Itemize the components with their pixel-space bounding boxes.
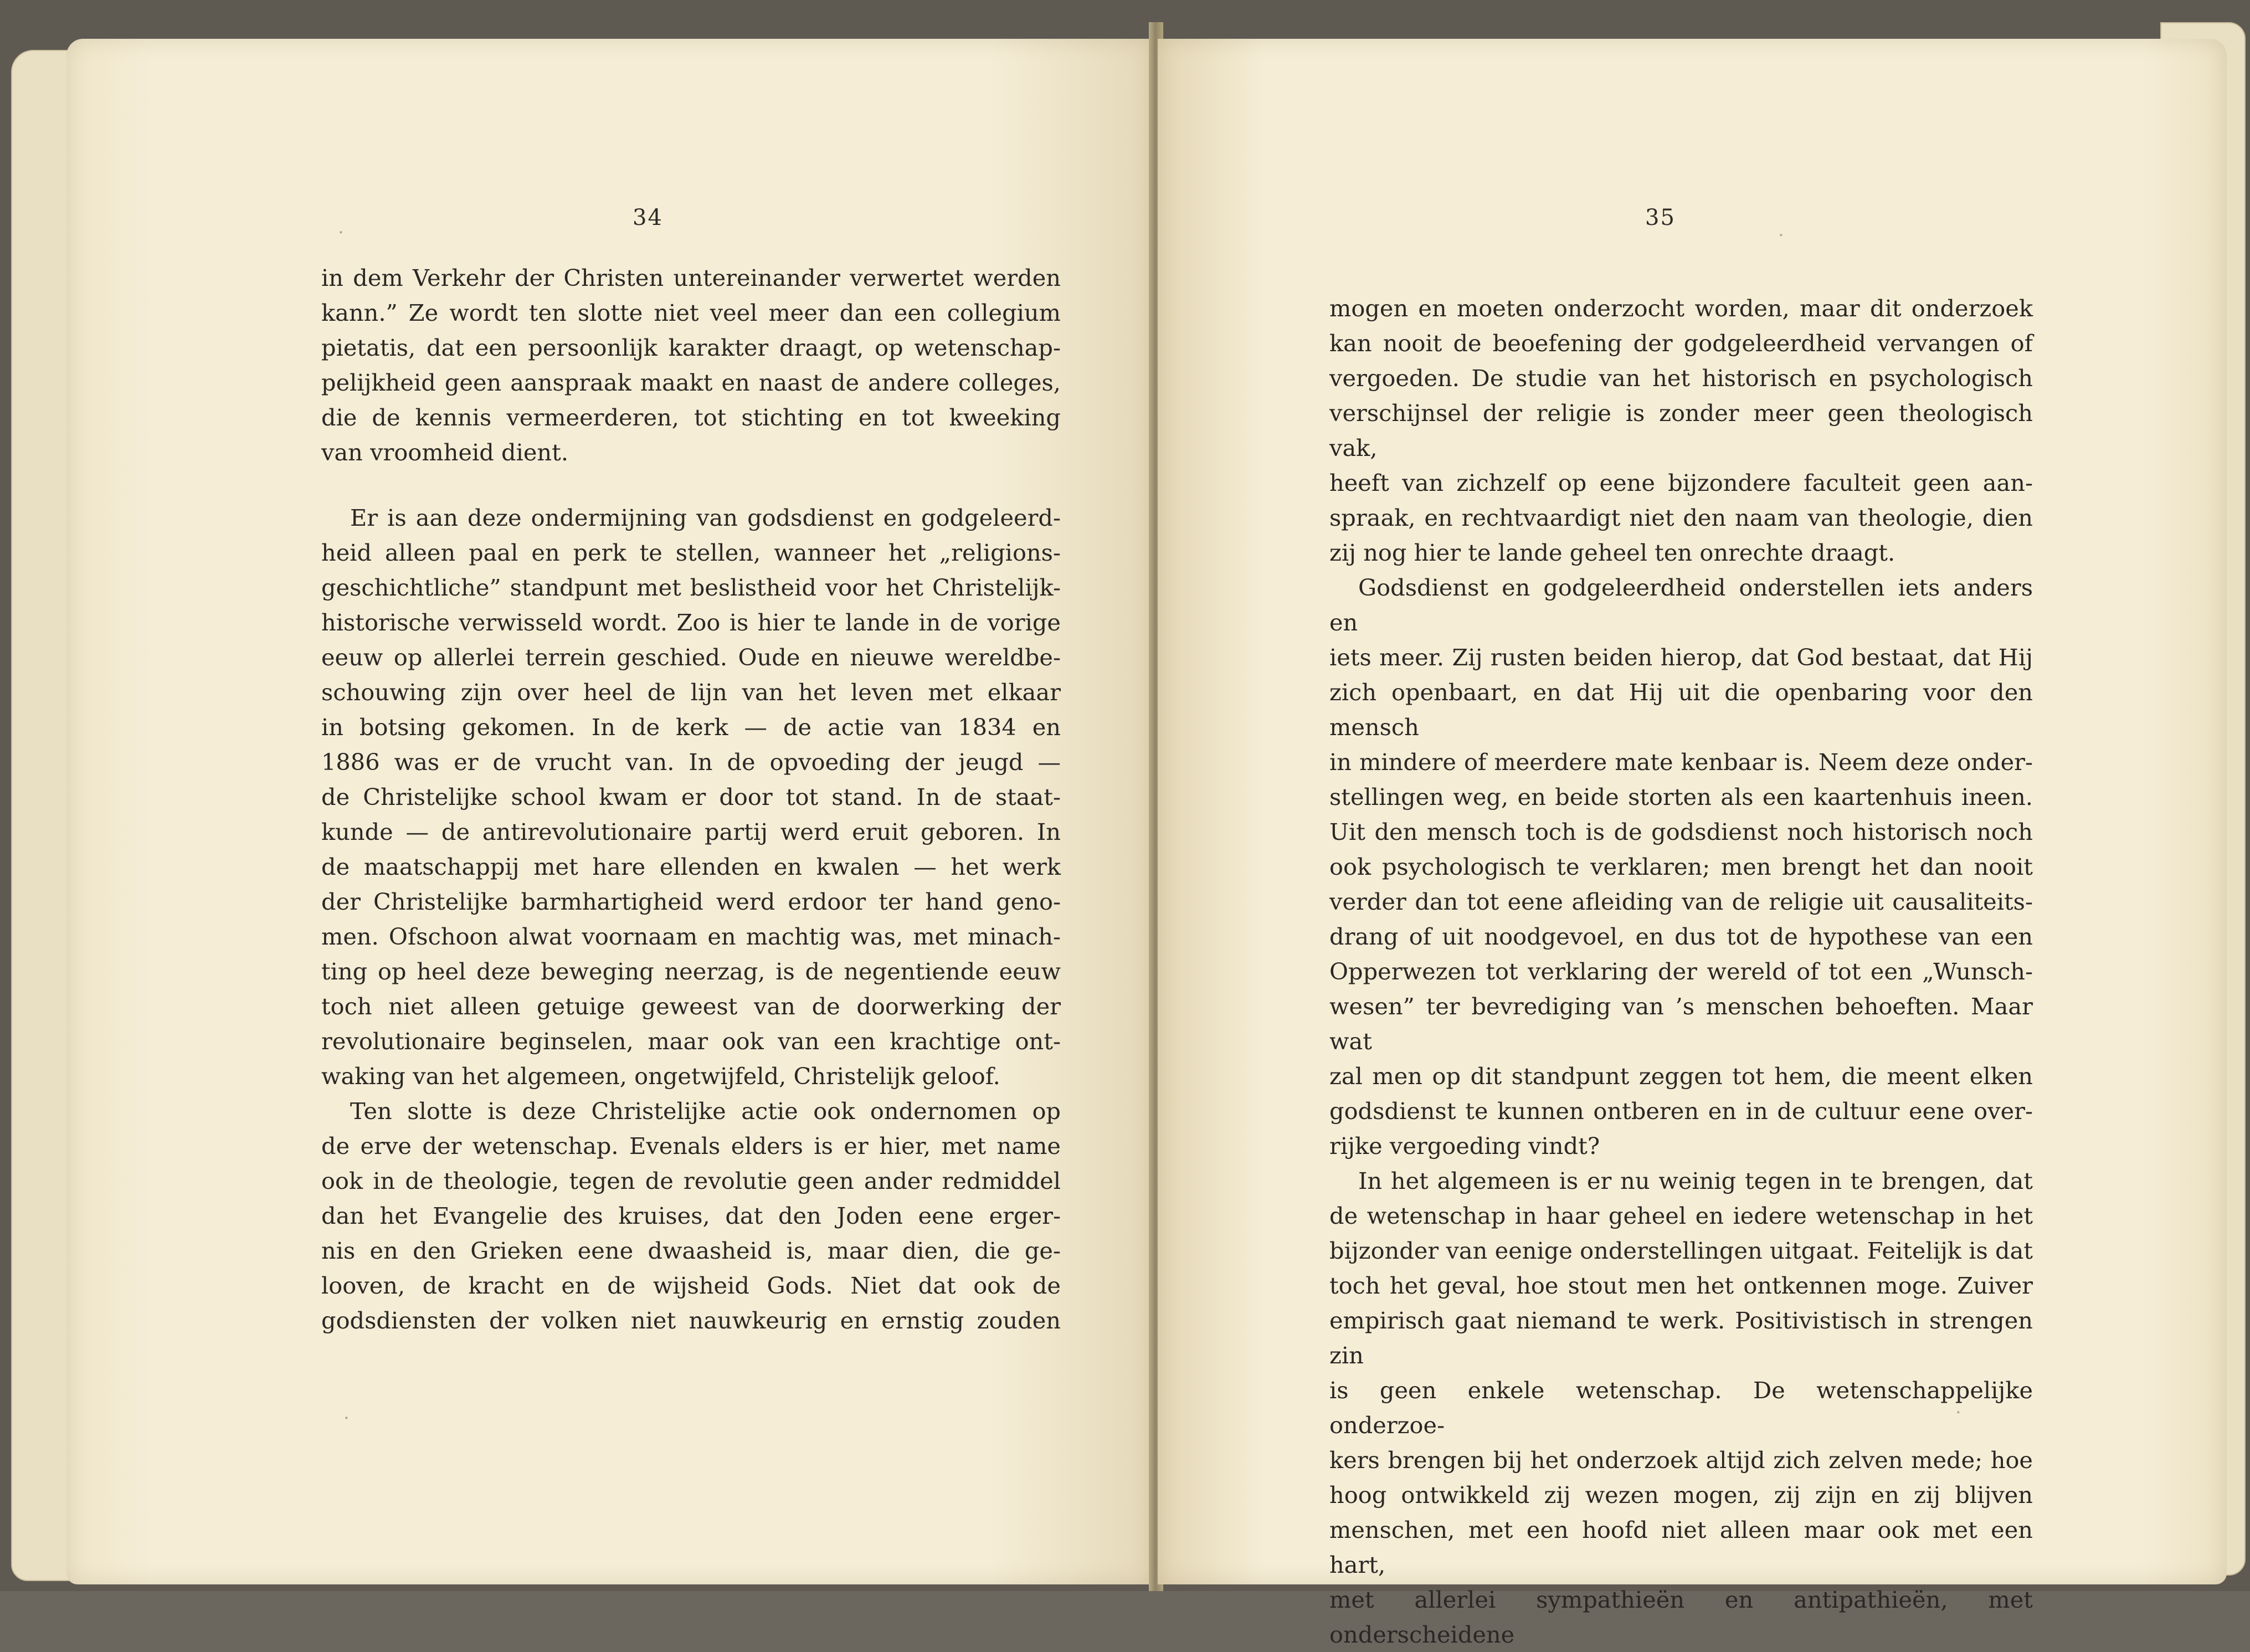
text-line: eeuw op allerlei terrein geschied. Oude en nieuwe wereldbe- bbox=[321, 644, 1061, 671]
text-line: godsdienst te kunnen ontberen en in de cultuur eene over- bbox=[1329, 1097, 2033, 1125]
text-line: hoog ontwikkeld zij wezen mogen, zij zijn en zij blijven bbox=[1329, 1481, 2033, 1509]
text-line: pietatis, dat een persoonlijk karakter draagt, op wetenschap- bbox=[321, 334, 1061, 361]
text-line: dan het Evangelie des kruises, dat den Joden eene erger- bbox=[321, 1202, 1061, 1229]
text-line: mogen en moeten onderzocht worden, maar dit onderzoek bbox=[1329, 295, 2033, 322]
text-line: looven, de kracht en de wijsheid Gods. Niet dat ook de bbox=[321, 1272, 1061, 1299]
text-line: is geen enkele wetenschap. De wetenschappelijke onderzoe- bbox=[1329, 1377, 2033, 1439]
text-line: zij nog hier te lande geheel ten onrechte draagt. bbox=[1329, 539, 1895, 566]
text-line: heeft van zichzelf op eene bijzondere faculteit geen aan- bbox=[1329, 469, 2033, 496]
text-line: geschichtliche” standpunt met beslistheid voor het Christelijk- bbox=[321, 574, 1061, 601]
text-line: iets meer. Zij rusten beiden hierop, dat God bestaat, dat Hij bbox=[1329, 644, 2033, 671]
text-line: in botsing gekomen. In de kerk — de actie van 1834 en bbox=[321, 714, 1061, 741]
text-line: ook psychologisch te verklaren; men brengt het dan nooit bbox=[1329, 853, 2033, 880]
mark-right-top: · bbox=[1778, 224, 1784, 247]
text-line: kunde — de antirevolutionaire partij werd eruit geboren. In bbox=[321, 818, 1061, 845]
text-line: de wetenschap in haar geheel en iedere wetenschap in het bbox=[1329, 1202, 2033, 1229]
text-line: in dem Verkehr der Christen untereinander verwertet werden bbox=[321, 264, 1061, 291]
text-line: spraak, en rechtvaardigt niet den naam van theologie, dien bbox=[1329, 504, 2033, 531]
text-line: ook in de theologie, tegen de revolutie geen ander redmiddel bbox=[321, 1167, 1061, 1194]
text-line: stellingen weg, en beide storten als een kaartenhuis ineen. bbox=[1329, 783, 2033, 810]
right-page bbox=[1158, 39, 2227, 1648]
text-line: godsdiensten der volken niet nauwkeurig en ernstig zouden bbox=[321, 1307, 1061, 1334]
text-line: heid alleen paal en perk te stellen, wanneer het „religions- bbox=[321, 539, 1061, 566]
page-number-left: 34 bbox=[633, 205, 663, 230]
text-line: pelijkheid geen aanspraak maakt en naast de andere colleges, bbox=[321, 369, 1061, 396]
text-line: zal men op dit standpunt zeggen tot hem, die meent elken bbox=[1329, 1063, 2033, 1090]
text-line: kers brengen bij het onderzoek altijd zich zelven mede; hoe bbox=[1329, 1446, 2033, 1474]
text-line: zich openbaart, en dat Hij uit die openbaring voor den mensch bbox=[1329, 679, 2033, 741]
text-line: van vroomheid dient. bbox=[321, 439, 569, 466]
text-line: rijke vergoeding vindt? bbox=[1329, 1132, 1600, 1160]
text-line: vergoeden. De studie van het historisch en psychologisch bbox=[1329, 365, 2033, 392]
text-line: drang of uit noodgevoel, en dus tot de hypothese van een bbox=[1329, 923, 2033, 950]
text-line: toch het geval, hoe stout men het ontkennen moge. Zuiver bbox=[1329, 1272, 2033, 1299]
text-line: ting op heel deze beweging neerzag, is de negentiende eeuw bbox=[321, 958, 1061, 985]
text-line: nis en den Grieken eene dwaasheid is, maar dien, die ge- bbox=[321, 1237, 1061, 1264]
text-line: de erve der wetenschap. Evenals elders is er hier, met name bbox=[321, 1132, 1061, 1160]
text-line: Opperwezen tot verklaring der wereld of tot een „Wunsch- bbox=[1329, 958, 2033, 985]
text-line: empirisch gaat niemand te werk. Positivistisch in strengen zin bbox=[1329, 1307, 2033, 1369]
text-line: schouwing zijn over heel de lijn van het leven met elkaar bbox=[321, 679, 1061, 706]
text-line: verschijnsel der religie is zonder meer geen theologisch vak, bbox=[1329, 399, 2033, 461]
mark-right-bottom: · bbox=[1955, 1402, 1961, 1424]
text-line: verder dan tot eene afleiding van de religie uit causaliteits- bbox=[1329, 888, 2033, 915]
right-page-text bbox=[1329, 291, 2033, 1652]
text-line: wesen” ter bevrediging van ’s menschen behoeften. Maar wat bbox=[1329, 993, 2033, 1055]
text-line: kann.” Ze wordt ten slotte niet veel meer dan een collegium bbox=[321, 299, 1061, 326]
text-line: Ten slotte is deze Christelijke actie ook ondernomen op bbox=[350, 1097, 1061, 1125]
text-line: revolutionaire beginselen, maar ook van een krachtige ont- bbox=[321, 1028, 1061, 1055]
text-line: waking van het algemeen, ongetwijfeld, Christelijk geloof. bbox=[321, 1063, 1000, 1090]
text-line: Godsdienst en godgeleerdheid onderstellen iets anders en bbox=[1329, 574, 2033, 636]
mark-left-bottom: · bbox=[343, 1407, 350, 1429]
text-line: bijzonder van eenige onderstellingen uitgaat. Feitelijk is dat bbox=[1329, 1237, 2033, 1264]
text-line: toch niet alleen getuige geweest van de doorwerking der bbox=[321, 993, 1061, 1020]
text-line: men. Ofschoon alwat voornaam en machtig was, met minach- bbox=[321, 923, 1061, 950]
left-page-text bbox=[321, 260, 1061, 1338]
text-line: historische verwisseld wordt. Zoo is hier te lande in de vorige bbox=[321, 609, 1061, 636]
text-line: kan nooit de beoefening der godgeleerdheid vervangen of bbox=[1329, 330, 2033, 357]
text-line: 1886 was er de vrucht van. In de opvoeding der jeugd — bbox=[321, 748, 1061, 776]
text-line: met allerlei sympathieën en antipathieën, met onderscheidene bbox=[1329, 1586, 2033, 1648]
page-number-right: 35 bbox=[1645, 205, 1676, 230]
text-line: der Christelijke barmhartigheid werd erdoor ter hand geno- bbox=[321, 888, 1061, 915]
left-page bbox=[66, 39, 1152, 1584]
text-line: In het algemeen is er nu weinig tegen in te brengen, dat bbox=[1358, 1167, 2033, 1194]
text-line: de Christelijke school kwam er door tot stand. In de staat- bbox=[321, 783, 1061, 810]
text-line: Er is aan deze ondermijning van godsdienst en godgeleerd- bbox=[350, 504, 1061, 531]
text-line: die de kennis vermeerderen, tot stichting en tot kweeking bbox=[321, 404, 1061, 431]
mark-left-top: · bbox=[338, 222, 344, 244]
text-line: Uit den mensch toch is de godsdienst noch historisch noch bbox=[1329, 818, 2033, 845]
text-line: menschen, met een hoofd niet alleen maar ook met een hart, bbox=[1329, 1516, 2033, 1578]
text-line: de maatschappij met hare ellenden en kwalen — het werk bbox=[321, 853, 1061, 880]
text-line: in mindere of meerdere mate kenbaar is. Neem deze onder- bbox=[1329, 748, 2033, 776]
